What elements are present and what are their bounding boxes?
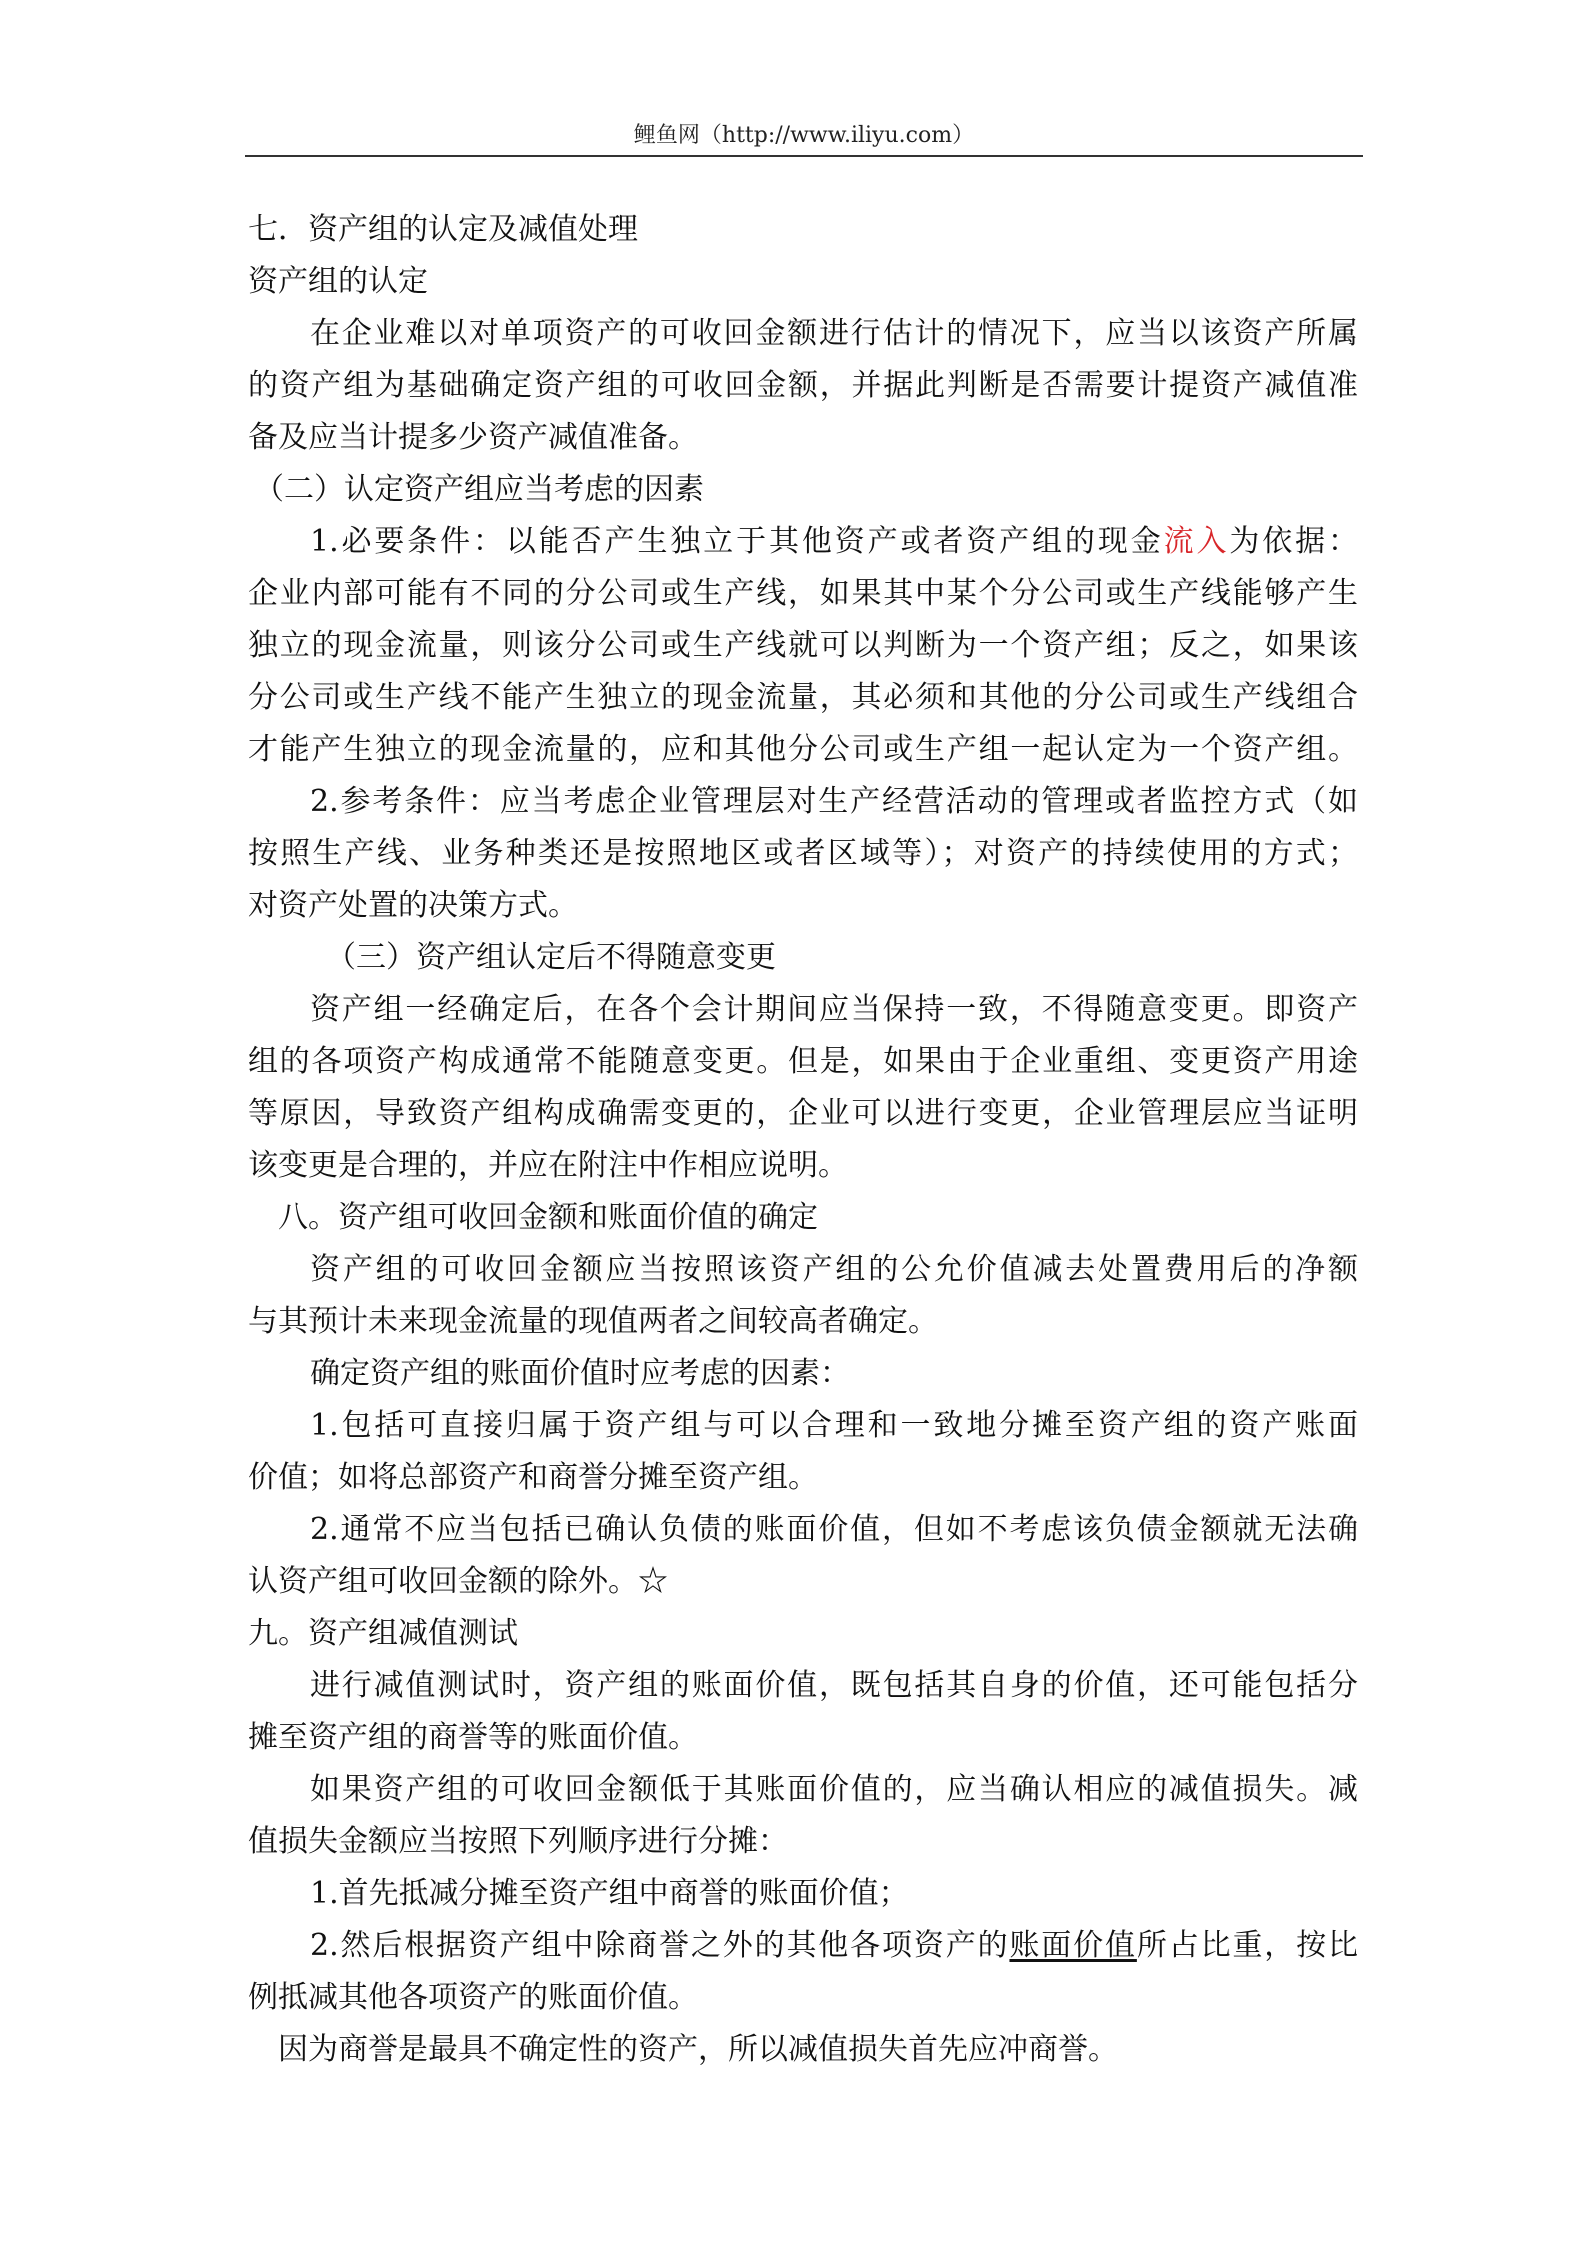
text-line: 2.参考条件：应当考虑企业管理层对生产经营活动的管理或者监控方式（如 — [310, 784, 1358, 819]
text-line: 认资产组可收回金额的除外。☆ — [248, 1564, 668, 1599]
highlighted-term: 流入 — [1163, 524, 1230, 559]
text-line: 备及应当计提多少资产减值准备。 — [248, 420, 698, 455]
text-fragment: 1.必要条件：以能否产生独立于其他资产或者资产组的现金 — [310, 524, 1164, 559]
text-line: 价值；如将总部资产和商誉分摊至资产组。 — [248, 1460, 818, 1495]
text-line: 资产组一经确定后，在各个会计期间应当保持一致，不得随意变更。即资产 — [310, 992, 1358, 1027]
text-line: 八。资产组可收回金额和账面价值的确定 — [278, 1200, 818, 1235]
document-body — [248, 204, 1358, 2076]
underlined-term: 账面价值 — [1009, 1928, 1137, 1963]
text-line: 在企业难以对单项资产的可收回金额进行估计的情况下，应当以该资产所属 — [310, 316, 1358, 351]
text-line: 七．资产组的认定及减值处理 — [248, 212, 638, 247]
text-line — [248, 1920, 1358, 1972]
text-line: 按照生产线、业务种类还是按照地区或者区域等）；对资产的持续使用的方式； — [248, 836, 1358, 871]
text-fragment: 为依据： — [1229, 524, 1358, 559]
text-line: 九。资产组减值测试 — [248, 1616, 518, 1651]
text-line: 资产组的可收回金额应当按照该资产组的公允价值减去处置费用后的净额 — [310, 1252, 1358, 1287]
text-line: 等原因，导致资产组构成确需变更的，企业可以进行变更，企业管理层应当证明 — [248, 1096, 1358, 1131]
header-divider — [245, 155, 1363, 157]
text-line: 如果资产组的可收回金额低于其账面价值的，应当确认相应的减值损失。减 — [310, 1772, 1358, 1807]
text-line: 组的各项资产构成通常不能随意变更。但是，如果由于企业重组、变更资产用途 — [248, 1044, 1358, 1079]
text-line: 该变更是合理的，并应在附注中作相应说明。 — [248, 1148, 848, 1183]
text-line: （三）资产组认定后不得随意变更 — [326, 940, 776, 975]
text-line: 摊至资产组的商誉等的账面价值。 — [248, 1720, 698, 1755]
text-line: 的资产组为基础确定资产组的可收回金额，并据此判断是否需要计提资产减值准 — [248, 368, 1358, 403]
text-line: 进行减值测试时，资产组的账面价值，既包括其自身的价值，还可能包括分 — [310, 1668, 1358, 1703]
text-line: 例抵减其他各项资产的账面价值。 — [248, 1980, 698, 2015]
text-line: 分公司或生产线不能产生独立的现金流量，其必须和其他的分公司或生产线组合 — [248, 680, 1358, 715]
text-line: 2.通常不应当包括已确认负债的账面价值，但如不考虑该负债金额就无法确 — [310, 1512, 1358, 1547]
text-line: 确定资产组的账面价值时应考虑的因素： — [310, 1356, 850, 1391]
text-line: 独立的现金流量，则该分公司或生产线就可以判断为一个资产组；反之，如果该 — [248, 628, 1358, 663]
text-line: （二）认定资产组应当考虑的因素 — [254, 472, 704, 507]
text-line: 值损失金额应当按照下列顺序进行分摊： — [248, 1824, 788, 1859]
text-line: 才能产生独立的现金流量的，应和其他分公司或生产组一起认定为一个资产组。 — [248, 732, 1358, 767]
text-fragment: 所占比重，按比 — [1136, 1928, 1358, 1963]
text-fragment: 2.然后根据资产组中除商誉之外的其他各项资产的 — [310, 1928, 1010, 1963]
text-line: 企业内部可能有不同的分公司或生产线，如果其中某个分公司或生产线能够产生 — [248, 576, 1358, 611]
text-line: 与其预计未来现金流量的现值两者之间较高者确定。 — [248, 1304, 938, 1339]
text-line: 对资产处置的决策方式。 — [248, 888, 578, 923]
page-header: 鲤鱼网（http://www.iliyu.com） — [633, 123, 975, 148]
text-line: 因为商誉是最具不确定性的资产，所以减值损失首先应冲商誉。 — [278, 2032, 1118, 2067]
text-line — [248, 516, 1358, 568]
text-line: 1.包括可直接归属于资产组与可以合理和一致地分摊至资产组的资产账面 — [310, 1408, 1358, 1443]
text-line: 1.首先抵减分摊至资产组中商誉的账面价值； — [310, 1876, 909, 1911]
text-line: 资产组的认定 — [248, 264, 428, 299]
